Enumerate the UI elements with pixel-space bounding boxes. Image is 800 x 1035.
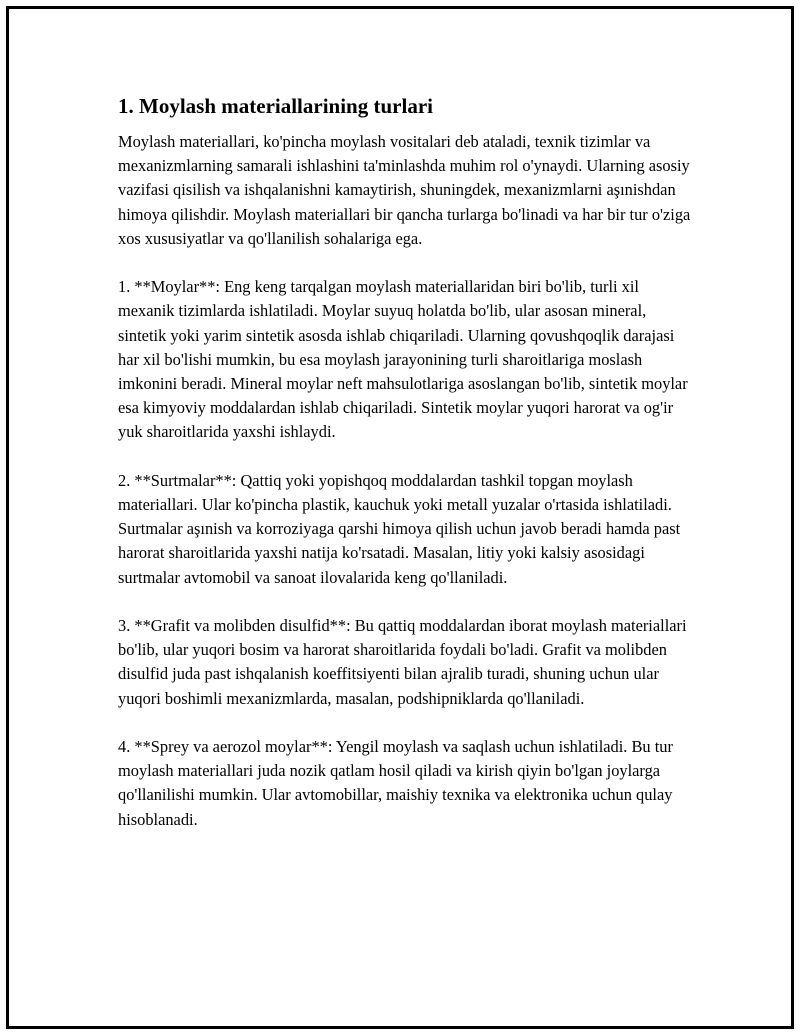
paragraph-greases: 2. **Surtmalar**: Qattiq yoki yopishqoq moddalardan tashkil topgan moylash materiallari. Ular ko'pincha plastik, kauchuk yoki metall yuzalar o'rtasida ishlatiladi. Surtmalar aşınish va korroziyaga qarshi himoya qilish uchun javob beradi hamda past harorat sharoitlarida yaxshi natija ko'rsatadi. Masalan, litiy yoki kalsiy asosidagi surtmalar avtomobil va sanoat ilovalarida keng qo'llaniladi. bbox=[118, 470, 681, 587]
paragraph-sprays: 4. **Sprey va aerozol moylar**: Yengil moylash va saqlash uchun ishlatiladi. Bu tur moylash materiallari juda nozik qatlam hosil qiladi va kirish qiyin bo'lgan joylarga qo'llanilishi mumkin. Ular avtomobillar, maishiy texnika va elektronika uchun qulay hisoblanadi. bbox=[118, 737, 673, 829]
paragraph-oils: 1. **Moylar**: Eng keng tarqalgan moylash materiallaridan biri bo'lib, turli xil mexanik tizimlarda ishlatiladi. Moylar suyuq holatda bo'lib, ular asosan mineral, sintetik yoki yarim sintetik asosda ishlab chiqariladi. Ularning qovushqoqlik darajasi har xil bo'lishi mumkin, bu esa moylash jarayonining turli sharoitlariga moslash imkonini beradi. Mineral moylar neft mahsulotlariga asoslangan bo'lib, sintetik moylar esa kimyoviy moddalardan ishlab chiqariladi. Sintetik moylar yuqori harorat va og'ir yuk sharoitlarida yaxshi ishlaydi. bbox=[118, 277, 688, 442]
paragraph-intro: Moylash materiallari, ko'pincha moylash vositalari deb ataladi, texnik tizimlar va mexanizmlarning samarali ishlashini ta'minlashda muhim rol o'ynaydi. Ularning asosiy vazifasi qisilish va ishqalanishni kamaytirish, shuningdek, mexanizmlarni aşınishdan himoya qilishdir. Moylash materiallari bir qancha turlarga bo'linadi va har bir tur o'ziga xos xususiyatlar va qo'llanilish sohalariga ega. bbox=[118, 132, 691, 248]
section-heading: 1. Moylash materiallarining turlari bbox=[118, 94, 433, 118]
document-body bbox=[118, 92, 698, 856]
paragraph-graphite: 3. **Grafit va molibden disulfid**: Bu qattiq moddalardan iborat moylash materiallari bo'lib, ular yuqori bosim va harorat sharoitlarida foydali bo'ladi. Grafit va molibden disulfid juda past ishqalanish koeffitsiyenti bilan ajralib turadi, shuning uchun ular yuqori boshimli mexanizmlarda, masalan, podshipniklarda qo'llaniladi. bbox=[118, 616, 687, 708]
